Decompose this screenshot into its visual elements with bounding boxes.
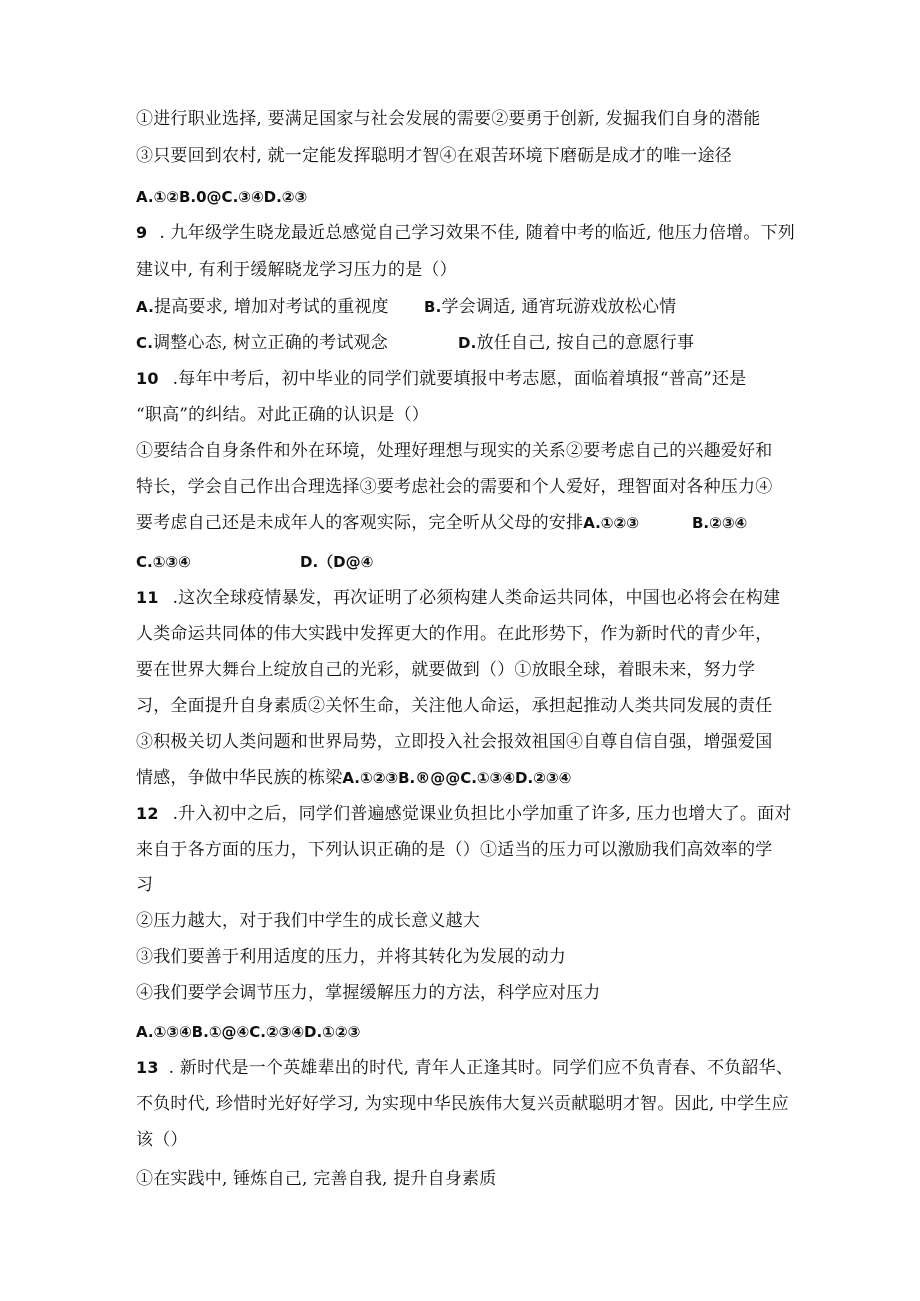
q9-options-row-2 — [136, 332, 695, 354]
q9-option-c: 调整心态, 树立正确的考试观念 — [153, 333, 388, 353]
q12-stem-line-1 — [136, 803, 791, 825]
q12-statement-4: ④我们要学会调节压力，掌握缓解压力的方法，科学应对压力 — [136, 983, 601, 1003]
q9-stem-line-2: 建议中, 有利于缓解晓龙学习压力的是（） — [136, 260, 457, 280]
q12-stem-line-2: 来自于各方面的压力，下列认识正确的是（）①适当的压力可以激励我们高效率的学 — [136, 840, 773, 860]
q13-statement-1: ①在实践中, 锤炼自己, 完善自我, 提升自身素质 — [136, 1169, 497, 1189]
q10-number: 10 — [136, 369, 159, 388]
q11-stem-line-1 — [136, 587, 780, 609]
q9-option-b: 学会调适, 通宵玩游戏放松心情 — [441, 297, 677, 317]
q9-option-a-letter: A. — [136, 298, 154, 316]
q9-number: 9 — [136, 223, 148, 242]
q12-statement-2: ②压力越大，对于我们中学生的成长意义越大 — [136, 911, 480, 931]
q9-option-d: 放任自己, 按自己的意愿行事 — [476, 333, 695, 353]
q12-stem-line-3: 习 — [136, 875, 154, 895]
q9-option-b-letter: B. — [424, 298, 442, 316]
q12-options: A.①③④B.①@④C.②③④D.①②③ — [136, 1023, 361, 1041]
q10-stem-text: .每年中考后，初中毕业的同学们就要填报中考志愿，面临着填报“普高”还是 — [172, 369, 747, 389]
q10-options-row — [136, 551, 374, 573]
q12-stem-text: .升入初中之后，同学们普遍感觉课业负担比小学加重了许多, 压力也增大了。面对 — [172, 804, 792, 824]
q9-options-row-1 — [136, 296, 677, 318]
q9-option-c-letter: C. — [136, 334, 154, 352]
q10-option-d: D.（D@④ — [300, 553, 374, 571]
q10-statement-4: 要考虑自己还是未成年人的客观实际，完全听从父母的安排 — [136, 513, 584, 533]
q13-stem-line-3: 该（） — [136, 1130, 188, 1150]
q11-stem-text: .这次全球疫情暴发，再次证明了必须构建人类命运共同体，中国也必将会在构建 — [172, 588, 781, 608]
q11-statements-line-3 — [136, 767, 571, 789]
q9-option-a: 提高要求, 增加对考试的重视度 — [154, 297, 389, 317]
q10-statements-line-3 — [136, 512, 748, 534]
q11-options: A.①②③B.®@@C.①③④D.②③④ — [342, 769, 572, 787]
q10-statements-line-2: 特长，学会自己作出合理选择③要考虑社会的需要和个人爱好，理智面对各种压力④ — [136, 477, 773, 497]
q11-statements-line-2: ③积极关切人类问题和世界局势，立即投入社会报效祖国④自尊自信自强，增强爱国 — [136, 732, 773, 752]
q9-stem-line-1 — [136, 222, 795, 244]
q13-stem-line-2: 不负时代, 珍惜时光好好学习, 为实现中华民族伟大复兴贡献聪明才智。因此, 中学生应 — [136, 1094, 789, 1114]
q12-statement-3: ③我们要善于利用适度的压力，并将其转化为发展的动力 — [136, 947, 566, 967]
q9-stem-text: . 九年级学生晓龙最近总感觉自己学习效果不佳, 随着中考的临近, 他压力倍增。下列 — [159, 223, 795, 243]
q11-stem-line-3: 要在世界大舞台上绽放自己的光彩，就要做到（）①放眼全球，着眼未来，努力学 — [136, 660, 756, 680]
q8-statements-line-2: ③只要回到农村, 就一定能发挥聪明才智④在艰苦环境下磨砺是成才的唯一途径 — [136, 146, 733, 166]
q10-option-b: B.②③④ — [692, 514, 748, 532]
q11-stem-line-2: 人类命运共同体的伟大实践中发挥更大的作用。在此形势下，作为新时代的青少年， — [136, 624, 773, 644]
q11-number: 11 — [136, 588, 159, 607]
q10-option-a: A.①②③ — [583, 514, 639, 532]
q13-stem-text: . 新时代是一个英雄辈出的时代, 青年人正逢其时。同学们应不负青春、不负韶华、 — [168, 1058, 794, 1078]
q12-number: 12 — [136, 804, 159, 823]
q10-option-c: C.①③④ — [136, 553, 191, 571]
q10-stem-line-2: “职高”的纠结。对此正确的认识是（） — [136, 405, 429, 425]
q10-statements-line-1: ①要结合自身条件和外在环境，处理好理想与现实的关系②要考虑自己的兴趣爱好和 — [136, 441, 773, 461]
q8-statements-line-1: ①进行职业选择, 要满足国家与社会发展的需要②要勇于创新, 发掘我们自身的潜能 — [136, 109, 761, 129]
q13-number: 13 — [136, 1058, 159, 1077]
q11-statement-tail: 情感，争做中华民族的栋梁 — [136, 768, 343, 788]
q9-option-d-letter: D. — [458, 334, 477, 352]
q8-options: A.①②B.0@C.③④D.②③ — [136, 188, 308, 206]
q11-statements-line-1: 习，全面提升自身素质②关怀生命，关注他人命运，承担起推动人类共同发展的责任 — [136, 696, 773, 716]
q13-stem-line-1 — [136, 1057, 793, 1079]
q10-stem-line-1 — [136, 368, 746, 390]
